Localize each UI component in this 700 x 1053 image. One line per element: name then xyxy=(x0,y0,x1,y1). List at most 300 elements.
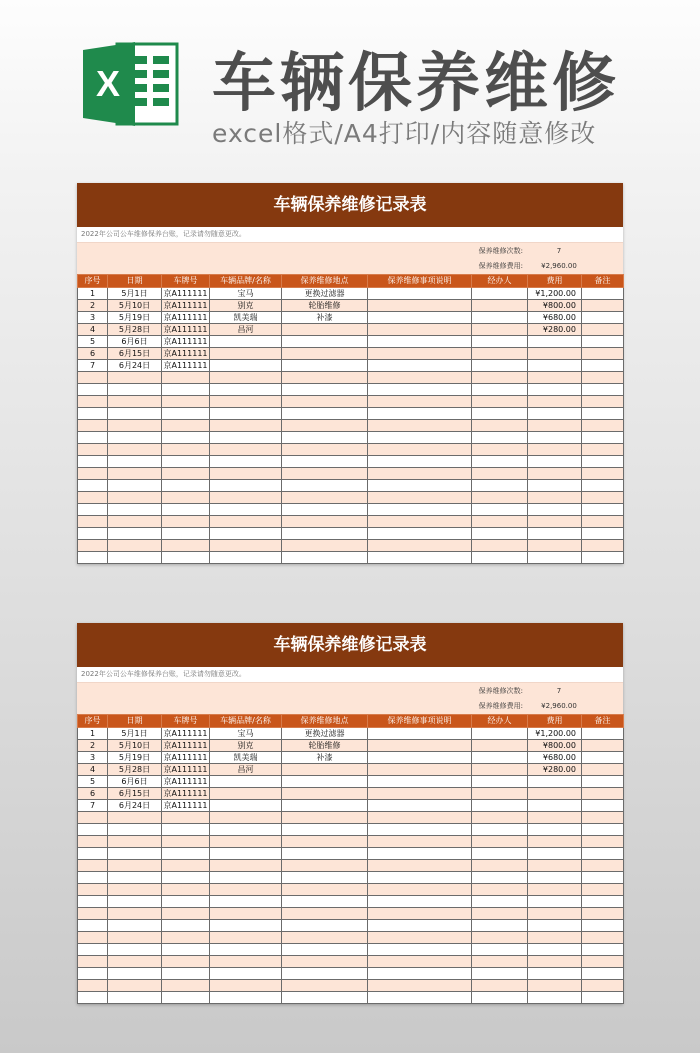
table-cell[interactable] xyxy=(162,540,210,552)
table-cell[interactable] xyxy=(528,420,582,432)
table-cell[interactable] xyxy=(528,468,582,480)
table-cell[interactable] xyxy=(78,956,108,968)
table-cell[interactable] xyxy=(162,480,210,492)
table-cell[interactable]: 宝马 xyxy=(210,728,282,740)
table-cell[interactable]: 京A111111 xyxy=(163,777,208,786)
table-cell[interactable] xyxy=(108,872,162,884)
table-cell[interactable] xyxy=(582,552,624,564)
table-cell[interactable] xyxy=(582,540,624,552)
table-cell[interactable] xyxy=(528,968,582,980)
table-cell[interactable] xyxy=(108,432,162,444)
table-cell[interactable] xyxy=(368,752,472,764)
table-cell[interactable] xyxy=(582,504,624,516)
table-cell[interactable] xyxy=(582,944,624,956)
table-cell[interactable] xyxy=(368,348,472,360)
table-cell[interactable] xyxy=(472,932,528,944)
table-cell[interactable] xyxy=(210,420,282,432)
table-cell[interactable] xyxy=(582,788,624,800)
table-cell[interactable]: ¥1,200.00 xyxy=(528,288,582,300)
table-cell[interactable] xyxy=(582,288,624,300)
table-cell[interactable] xyxy=(582,956,624,968)
table-cell[interactable] xyxy=(210,884,282,896)
table-cell[interactable] xyxy=(472,872,528,884)
table-cell[interactable] xyxy=(472,360,528,372)
table-cell[interactable] xyxy=(582,728,624,740)
table-cell[interactable] xyxy=(210,932,282,944)
table-cell[interactable] xyxy=(78,884,108,896)
table-cell[interactable] xyxy=(282,396,368,408)
table-cell[interactable] xyxy=(162,444,210,456)
fee-value[interactable]: ¥2,960.00 xyxy=(541,702,577,710)
table-cell[interactable] xyxy=(282,812,368,824)
table-cell[interactable] xyxy=(78,908,108,920)
table-cell[interactable] xyxy=(282,372,368,384)
table-cell[interactable]: 6月24日 xyxy=(108,360,162,372)
table-cell[interactable] xyxy=(108,908,162,920)
table-cell[interactable] xyxy=(472,896,528,908)
table-cell[interactable]: 京A111111 xyxy=(163,741,208,750)
table-cell[interactable] xyxy=(368,456,472,468)
table-cell[interactable] xyxy=(368,492,472,504)
table-cell[interactable] xyxy=(528,920,582,932)
table-cell[interactable] xyxy=(78,516,108,528)
table-cell[interactable] xyxy=(582,896,624,908)
table-cell[interactable] xyxy=(368,908,472,920)
table-cell[interactable]: 4 xyxy=(78,764,108,776)
table-cell[interactable] xyxy=(108,812,162,824)
table-cell[interactable] xyxy=(108,540,162,552)
table-cell[interactable] xyxy=(582,824,624,836)
table-cell[interactable] xyxy=(528,992,582,1004)
table-cell[interactable] xyxy=(282,492,368,504)
table-cell[interactable] xyxy=(210,504,282,516)
table-cell[interactable] xyxy=(472,396,528,408)
table-cell[interactable] xyxy=(368,944,472,956)
table-cell[interactable] xyxy=(108,480,162,492)
table-cell[interactable] xyxy=(472,968,528,980)
table-cell[interactable] xyxy=(368,480,472,492)
table-cell[interactable] xyxy=(78,372,108,384)
table-cell[interactable] xyxy=(162,528,210,540)
table-cell[interactable] xyxy=(368,800,472,812)
table-cell[interactable] xyxy=(528,432,582,444)
table-cell[interactable] xyxy=(282,764,368,776)
table-cell[interactable] xyxy=(472,956,528,968)
table-cell[interactable] xyxy=(162,968,210,980)
table-cell[interactable] xyxy=(368,968,472,980)
table-cell[interactable]: 别克 xyxy=(210,300,282,312)
table-cell[interactable] xyxy=(162,824,210,836)
table-cell[interactable] xyxy=(582,884,624,896)
table-cell[interactable] xyxy=(282,324,368,336)
table-cell[interactable] xyxy=(368,396,472,408)
table-cell[interactable] xyxy=(528,540,582,552)
table-cell[interactable] xyxy=(282,420,368,432)
table-cell[interactable] xyxy=(528,824,582,836)
table-cell[interactable] xyxy=(108,848,162,860)
table-cell[interactable] xyxy=(368,776,472,788)
table-cell[interactable] xyxy=(368,336,472,348)
table-cell[interactable]: 5 xyxy=(78,336,108,348)
table-cell[interactable]: 凯美瑞 xyxy=(210,752,282,764)
table-cell[interactable]: ¥280.00 xyxy=(528,324,582,336)
table-cell[interactable] xyxy=(108,444,162,456)
table-cell[interactable] xyxy=(582,384,624,396)
table-cell[interactable]: 6月6日 xyxy=(108,336,162,348)
table-cell[interactable] xyxy=(78,480,108,492)
table-cell[interactable]: 宝马 xyxy=(210,288,282,300)
table-cell[interactable] xyxy=(108,456,162,468)
table-cell[interactable] xyxy=(368,728,472,740)
table-cell[interactable] xyxy=(78,896,108,908)
table-cell[interactable] xyxy=(528,528,582,540)
table-cell[interactable] xyxy=(162,408,210,420)
table-cell[interactable] xyxy=(162,836,210,848)
table-cell[interactable] xyxy=(368,384,472,396)
table-cell[interactable]: 更换过滤器 xyxy=(282,728,368,740)
table-cell[interactable] xyxy=(472,456,528,468)
table-cell[interactable] xyxy=(528,884,582,896)
table-cell[interactable] xyxy=(472,800,528,812)
table-cell[interactable] xyxy=(582,800,624,812)
table-cell[interactable]: 轮胎维修 xyxy=(282,740,368,752)
table-cell[interactable]: ¥280.00 xyxy=(528,764,582,776)
table-cell[interactable] xyxy=(368,504,472,516)
table-cell[interactable] xyxy=(108,824,162,836)
table-cell[interactable] xyxy=(582,740,624,752)
table-cell[interactable]: 京A111111 xyxy=(163,349,208,358)
table-cell[interactable] xyxy=(162,872,210,884)
table-cell[interactable] xyxy=(582,336,624,348)
table-cell[interactable] xyxy=(210,348,282,360)
table-cell[interactable] xyxy=(108,504,162,516)
table-cell[interactable] xyxy=(368,884,472,896)
table-cell[interactable] xyxy=(78,396,108,408)
table-cell[interactable] xyxy=(210,992,282,1004)
table-cell[interactable] xyxy=(368,300,472,312)
table-cell[interactable] xyxy=(582,980,624,992)
table-cell[interactable] xyxy=(78,408,108,420)
table-cell[interactable] xyxy=(210,336,282,348)
table-cell[interactable] xyxy=(528,372,582,384)
table-cell[interactable]: 1 xyxy=(78,288,108,300)
table-cell[interactable] xyxy=(108,420,162,432)
table-cell[interactable] xyxy=(210,480,282,492)
table-cell[interactable] xyxy=(108,384,162,396)
table-cell[interactable] xyxy=(282,776,368,788)
table-cell[interactable] xyxy=(528,516,582,528)
table-cell[interactable] xyxy=(78,848,108,860)
table-cell[interactable] xyxy=(282,956,368,968)
table-cell[interactable] xyxy=(472,300,528,312)
table-cell[interactable]: 别克 xyxy=(210,740,282,752)
table-cell[interactable] xyxy=(78,980,108,992)
table-cell[interactable] xyxy=(162,420,210,432)
table-cell[interactable]: 5 xyxy=(78,776,108,788)
table-cell[interactable] xyxy=(78,420,108,432)
table-cell[interactable]: 凯美瑞 xyxy=(210,312,282,324)
table-cell[interactable] xyxy=(368,516,472,528)
table-cell[interactable] xyxy=(528,552,582,564)
fee-value[interactable]: ¥2,960.00 xyxy=(541,262,577,270)
table-cell[interactable] xyxy=(472,492,528,504)
table-cell[interactable] xyxy=(78,836,108,848)
table-cell[interactable] xyxy=(368,740,472,752)
table-cell[interactable] xyxy=(162,504,210,516)
table-cell[interactable]: 7 xyxy=(78,800,108,812)
table-cell[interactable] xyxy=(582,992,624,1004)
table-cell[interactable] xyxy=(472,552,528,564)
table-cell[interactable] xyxy=(282,800,368,812)
table-cell[interactable] xyxy=(528,396,582,408)
table-cell[interactable] xyxy=(528,348,582,360)
table-cell[interactable] xyxy=(582,836,624,848)
table-cell[interactable] xyxy=(582,468,624,480)
table-cell[interactable] xyxy=(108,408,162,420)
table-cell[interactable] xyxy=(210,956,282,968)
table-cell[interactable] xyxy=(528,980,582,992)
table-cell[interactable] xyxy=(582,528,624,540)
table-cell[interactable] xyxy=(528,408,582,420)
table-cell[interactable] xyxy=(210,980,282,992)
table-cell[interactable] xyxy=(368,992,472,1004)
table-cell[interactable] xyxy=(162,896,210,908)
table-cell[interactable] xyxy=(78,872,108,884)
table-cell[interactable] xyxy=(528,480,582,492)
table-cell[interactable] xyxy=(78,444,108,456)
table-cell[interactable] xyxy=(368,312,472,324)
table-cell[interactable] xyxy=(282,384,368,396)
table-cell[interactable] xyxy=(368,468,472,480)
table-cell[interactable]: 5月28日 xyxy=(108,764,162,776)
table-cell[interactable] xyxy=(472,504,528,516)
table-cell[interactable] xyxy=(108,920,162,932)
table-cell[interactable] xyxy=(368,372,472,384)
table-cell[interactable]: ¥680.00 xyxy=(528,312,582,324)
table-cell[interactable] xyxy=(472,324,528,336)
count-value[interactable]: 7 xyxy=(556,247,562,255)
table-cell[interactable] xyxy=(582,908,624,920)
table-cell[interactable] xyxy=(162,884,210,896)
table-cell[interactable] xyxy=(282,468,368,480)
table-cell[interactable] xyxy=(472,312,528,324)
table-cell[interactable] xyxy=(78,432,108,444)
table-cell[interactable] xyxy=(282,336,368,348)
table-cell[interactable] xyxy=(582,432,624,444)
table-cell[interactable] xyxy=(472,752,528,764)
table-cell[interactable] xyxy=(368,432,472,444)
table-cell[interactable] xyxy=(78,540,108,552)
table-cell[interactable] xyxy=(78,812,108,824)
table-cell[interactable] xyxy=(528,848,582,860)
table-cell[interactable] xyxy=(162,432,210,444)
table-cell[interactable] xyxy=(162,944,210,956)
table-cell[interactable]: 5月10日 xyxy=(108,300,162,312)
table-cell[interactable] xyxy=(582,812,624,824)
table-cell[interactable] xyxy=(282,528,368,540)
table-cell[interactable] xyxy=(528,776,582,788)
table-cell[interactable] xyxy=(282,944,368,956)
table-cell[interactable] xyxy=(368,896,472,908)
table-cell[interactable] xyxy=(282,516,368,528)
table-cell[interactable] xyxy=(162,932,210,944)
table-cell[interactable] xyxy=(368,980,472,992)
table-cell[interactable] xyxy=(282,480,368,492)
table-cell[interactable] xyxy=(582,396,624,408)
table-cell[interactable] xyxy=(210,896,282,908)
table-cell[interactable]: 5月1日 xyxy=(108,728,162,740)
table-cell[interactable] xyxy=(582,324,624,336)
table-cell[interactable] xyxy=(368,528,472,540)
table-cell[interactable] xyxy=(162,920,210,932)
table-cell[interactable] xyxy=(472,384,528,396)
table-cell[interactable] xyxy=(282,456,368,468)
table-cell[interactable]: 轮胎维修 xyxy=(282,300,368,312)
table-cell[interactable] xyxy=(210,384,282,396)
table-cell[interactable] xyxy=(282,444,368,456)
table-cell[interactable] xyxy=(368,824,472,836)
table-cell[interactable] xyxy=(472,288,528,300)
table-cell[interactable] xyxy=(108,468,162,480)
table-cell[interactable]: 更换过滤器 xyxy=(282,288,368,300)
table-cell[interactable] xyxy=(78,384,108,396)
table-cell[interactable] xyxy=(282,908,368,920)
table-cell[interactable] xyxy=(472,920,528,932)
table-cell[interactable] xyxy=(78,468,108,480)
table-cell[interactable] xyxy=(472,528,528,540)
table-cell[interactable] xyxy=(210,444,282,456)
table-cell[interactable] xyxy=(528,504,582,516)
table-cell[interactable] xyxy=(108,968,162,980)
table-cell[interactable] xyxy=(472,776,528,788)
table-cell[interactable] xyxy=(108,372,162,384)
table-cell[interactable] xyxy=(472,516,528,528)
table-cell[interactable] xyxy=(368,408,472,420)
table-cell[interactable] xyxy=(528,800,582,812)
table-cell[interactable] xyxy=(282,992,368,1004)
table-cell[interactable] xyxy=(78,504,108,516)
table-cell[interactable] xyxy=(282,540,368,552)
table-cell[interactable]: 5月10日 xyxy=(108,740,162,752)
table-cell[interactable] xyxy=(528,896,582,908)
table-cell[interactable]: 京A111111 xyxy=(163,301,208,310)
table-cell[interactable] xyxy=(282,932,368,944)
table-cell[interactable] xyxy=(582,860,624,872)
table-cell[interactable]: 5月28日 xyxy=(108,324,162,336)
table-cell[interactable] xyxy=(210,468,282,480)
table-cell[interactable] xyxy=(368,812,472,824)
table-cell[interactable] xyxy=(210,552,282,564)
table-cell[interactable] xyxy=(282,824,368,836)
table-cell[interactable] xyxy=(282,432,368,444)
table-cell[interactable] xyxy=(282,968,368,980)
table-cell[interactable] xyxy=(472,944,528,956)
table-cell[interactable] xyxy=(528,360,582,372)
table-cell[interactable] xyxy=(162,492,210,504)
table-cell[interactable] xyxy=(582,372,624,384)
table-cell[interactable] xyxy=(582,516,624,528)
table-cell[interactable] xyxy=(210,860,282,872)
table-cell[interactable]: ¥800.00 xyxy=(528,300,582,312)
table-cell[interactable] xyxy=(472,992,528,1004)
table-cell[interactable] xyxy=(472,372,528,384)
table-cell[interactable] xyxy=(282,348,368,360)
table-cell[interactable] xyxy=(210,372,282,384)
table-cell[interactable] xyxy=(162,908,210,920)
table-cell[interactable] xyxy=(472,884,528,896)
table-cell[interactable]: 5月19日 xyxy=(108,312,162,324)
table-cell[interactable] xyxy=(528,444,582,456)
table-cell[interactable]: 京A111111 xyxy=(163,337,208,346)
table-cell[interactable] xyxy=(368,540,472,552)
table-cell[interactable]: 2 xyxy=(78,300,108,312)
table-cell[interactable] xyxy=(472,836,528,848)
table-cell[interactable] xyxy=(108,528,162,540)
table-cell[interactable] xyxy=(210,776,282,788)
table-cell[interactable] xyxy=(78,552,108,564)
table-cell[interactable] xyxy=(368,788,472,800)
table-cell[interactable] xyxy=(368,920,472,932)
table-cell[interactable] xyxy=(210,540,282,552)
table-cell[interactable] xyxy=(210,528,282,540)
table-cell[interactable] xyxy=(582,420,624,432)
table-cell[interactable] xyxy=(368,860,472,872)
table-cell[interactable] xyxy=(582,752,624,764)
table-cell[interactable] xyxy=(210,492,282,504)
table-cell[interactable] xyxy=(210,848,282,860)
table-cell[interactable] xyxy=(162,980,210,992)
table-cell[interactable] xyxy=(368,956,472,968)
table-cell[interactable]: 补漆 xyxy=(282,312,368,324)
table-cell[interactable] xyxy=(108,516,162,528)
table-cell[interactable]: 7 xyxy=(78,360,108,372)
table-cell[interactable] xyxy=(472,432,528,444)
table-cell[interactable] xyxy=(582,776,624,788)
table-cell[interactable]: 京A111111 xyxy=(163,765,208,774)
table-cell[interactable] xyxy=(472,980,528,992)
table-cell[interactable] xyxy=(78,456,108,468)
table-cell[interactable] xyxy=(210,800,282,812)
table-cell[interactable] xyxy=(282,552,368,564)
table-cell[interactable] xyxy=(108,956,162,968)
table-cell[interactable] xyxy=(582,348,624,360)
table-cell[interactable] xyxy=(368,288,472,300)
table-cell[interactable] xyxy=(78,944,108,956)
table-cell[interactable] xyxy=(78,968,108,980)
table-cell[interactable] xyxy=(528,336,582,348)
table-cell[interactable] xyxy=(78,860,108,872)
table-cell[interactable] xyxy=(162,396,210,408)
table-cell[interactable] xyxy=(528,812,582,824)
table-cell[interactable] xyxy=(368,360,472,372)
table-cell[interactable] xyxy=(162,956,210,968)
table-cell[interactable] xyxy=(78,992,108,1004)
table-cell[interactable] xyxy=(210,788,282,800)
table-cell[interactable] xyxy=(210,908,282,920)
table-cell[interactable] xyxy=(162,468,210,480)
table-cell[interactable] xyxy=(108,932,162,944)
table-cell[interactable] xyxy=(210,944,282,956)
table-cell[interactable] xyxy=(282,360,368,372)
table-cell[interactable]: 4 xyxy=(78,324,108,336)
count-value[interactable]: 7 xyxy=(556,687,562,695)
table-cell[interactable] xyxy=(368,420,472,432)
table-cell[interactable] xyxy=(528,932,582,944)
table-cell[interactable] xyxy=(368,848,472,860)
table-cell[interactable] xyxy=(582,456,624,468)
table-cell[interactable] xyxy=(528,956,582,968)
table-cell[interactable]: 6月24日 xyxy=(108,800,162,812)
